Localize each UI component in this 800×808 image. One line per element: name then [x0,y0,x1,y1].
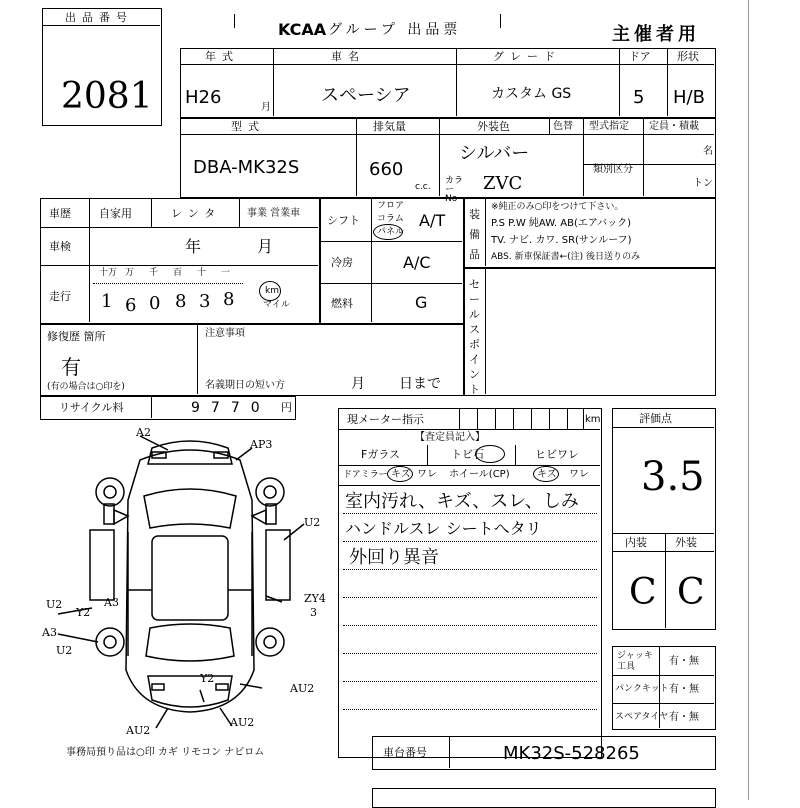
vehicle-row2 [180,118,716,204]
note-line-3: 外回り異音 [349,547,439,568]
organizer-label: 主催者用 [612,24,700,45]
model-label: 型式 [231,120,265,133]
ac-value: A/C [403,253,431,272]
body-value: H/B [673,87,705,108]
note-line-1: 室内汚れ、キズ、スレ、しみ [345,491,579,512]
damage-mark: 3 [310,606,317,619]
caution-day: 日まで [399,376,441,392]
usage-business: 事業 営業車 [247,208,301,219]
tool-puncture-label: パンクキット [615,684,669,694]
tool-spare-value: 有・無 [669,712,699,723]
fuel-label: 燃料 [331,297,353,310]
meter-label: 現メーター指示 [347,413,424,426]
usage-label: 車歴 [49,207,71,220]
mirror-circle [387,466,413,482]
wheel-circle [533,466,559,482]
glass-label: Fガラス [361,448,400,461]
lot-box [42,8,162,126]
mirror-opt2: ワレ [417,469,437,480]
score-block [612,408,716,630]
equip-line3: ABS. 新車保証書←(注) 後日送りのみ [491,252,641,262]
mileage-km: km [265,286,279,296]
damage-mark: ZY4 [304,592,326,605]
color-value: シルバー [459,143,530,164]
color-no-label: カラー No [445,176,464,204]
mirror-label: ドアミラー [343,470,388,480]
grade-label: グレード [493,50,561,63]
spec-block [320,198,464,324]
exterior-grade: C [677,572,705,613]
interior-label: 内装 [625,536,647,549]
car-damage-diagram [40,420,340,740]
damage-mark: AU2 [230,716,255,729]
equip-label: 装備品 [469,208,480,261]
cc-value: 660 [369,159,404,180]
mirror-opt1: キズ [391,469,411,480]
door-label: ドア [629,50,651,63]
inspection-month: 月 [257,237,274,256]
equipment-block [464,198,716,268]
persons-unit: 名 [703,146,713,157]
color-label: 外装色 [477,120,510,133]
sales-point-label: セールスポイント [469,278,480,396]
damage-mark: U2 [304,516,321,529]
meter-km: km [585,414,601,425]
km-circle [259,281,281,301]
wheel-label: ホイール(CP) [449,469,510,480]
door-value: 5 [633,87,645,108]
tool-jack-label: ジャッキ工具 [617,651,653,672]
wheel-opt2: ワレ [569,469,589,480]
interior-grade: C [629,572,657,613]
usage-rental: レンタ [171,207,222,220]
header-title: グループ 出品票 [328,22,462,38]
glass-opt2: ヒビワレ [535,448,579,461]
wheel-opt1: キズ [537,469,557,480]
damage-mark: U2 [46,598,63,611]
score-value: 3.5 [641,454,705,500]
class-label: 類別区分 [593,164,633,175]
mileage-mile: マイル [263,300,290,310]
equip-line2: TV. ナビ. カワ. SR(サンルーフ) [491,235,632,246]
shift-label: シフト [327,214,360,227]
body-label: 形状 [677,50,699,63]
score-label: 評価点 [639,412,672,425]
damage-mark: Y2 [76,606,91,619]
damage-mark: A2 [136,426,151,439]
repair-block [40,324,464,396]
chassis-value: MK32S-528265 [503,743,640,764]
year-value: H26 [185,87,222,108]
color-no: ZVC [483,173,523,194]
scan-edge [748,0,749,800]
caution-month: 月 [351,376,365,392]
tool-jack-value: 有・無 [669,656,699,667]
car-name: スペーシア [321,85,411,106]
chassis-label: 車台番号 [383,746,427,759]
inspection-label: 車検 [49,240,71,253]
keys-note: 事務局預り品は○印 カギ リモコン ナビロム [66,747,265,758]
damage-mark: AP3 [250,438,273,451]
fuel-value: G [415,293,428,312]
chassis-block [372,736,716,770]
tool-spare-label: スペアタイヤ [615,712,669,722]
damage-mark: AU2 [290,682,315,695]
shift-panel: パネル [377,227,405,237]
damage-mark: AU2 [126,724,151,737]
caution-label: 注意事項 [205,328,245,339]
damage-mark: U2 [56,644,73,657]
recycle-label: リサイクル料 [59,401,124,414]
month-mark: 月 [261,102,271,113]
cc-unit: c.c. [415,182,431,192]
assessor-label: 【査定員記入】 [415,432,485,443]
damage-mark: A3 [104,596,119,609]
tools-block [612,646,716,730]
lot-number: 2081 [61,76,153,117]
year-label: 年式 [205,50,239,63]
ac-label: 冷房 [331,256,353,269]
equip-line1: P.S P.W 純AW. AB(エアバック) [491,218,631,229]
cc-label: 排気量 [373,120,406,133]
recycle-unit: 円 [281,401,292,414]
shift-column: コラム [377,214,404,224]
damage-mark: A3 [42,626,57,639]
history-block: 車歴 自家用 レンタ 事業 営業車 車検 年 月 走行 十万 万 千 百 十 一 1 6 0 8 3 8 km マイル [40,198,320,324]
recycle-block [40,396,296,420]
capacity-label: 定員・積載 [649,121,699,132]
note-line-2: ハンドルスレ シートへタリ [345,519,542,538]
grade-value: カスタム GS [491,86,572,102]
mileage-label: 走行 [49,290,71,303]
usage-private: 自家用 [99,207,132,220]
exterior-label: 外装 [675,536,697,549]
lot-label: 出品番号 [65,11,133,24]
recycle-amount: 9770 [191,400,271,416]
inspection-year: 年 [185,237,202,256]
model-value: DBA-MK32S [193,157,300,178]
damage-mark: Y2 [200,672,215,685]
recolor-label: 色替 [553,121,573,132]
shift-floor: フロア [377,201,405,211]
repair-value: 有 [61,355,81,379]
caution-short-label: 名義期日の短い方 [205,380,285,391]
vehicle-row1 [180,48,716,118]
meter-block [338,408,602,758]
shift-value: A/T [419,211,446,230]
panel-circle [373,224,403,240]
ton-unit: トン [693,178,713,189]
stone-circle [475,445,505,463]
tool-puncture-value: 有・無 [669,684,699,695]
sales-point-block [464,268,716,396]
equip-note: ※純正のみ○印をつけて下さい。 [491,202,624,212]
brand-logo: KCAA [278,20,327,39]
bottom-box-edge [372,788,716,808]
repair-note: (有の場合は○印を) [47,382,125,392]
type-label: 型式指定 [589,121,629,132]
glass-opt1: トビ石 [451,448,484,461]
repair-label: 修復歴 箇所 [47,330,106,343]
car-label: 車名 [331,50,365,63]
